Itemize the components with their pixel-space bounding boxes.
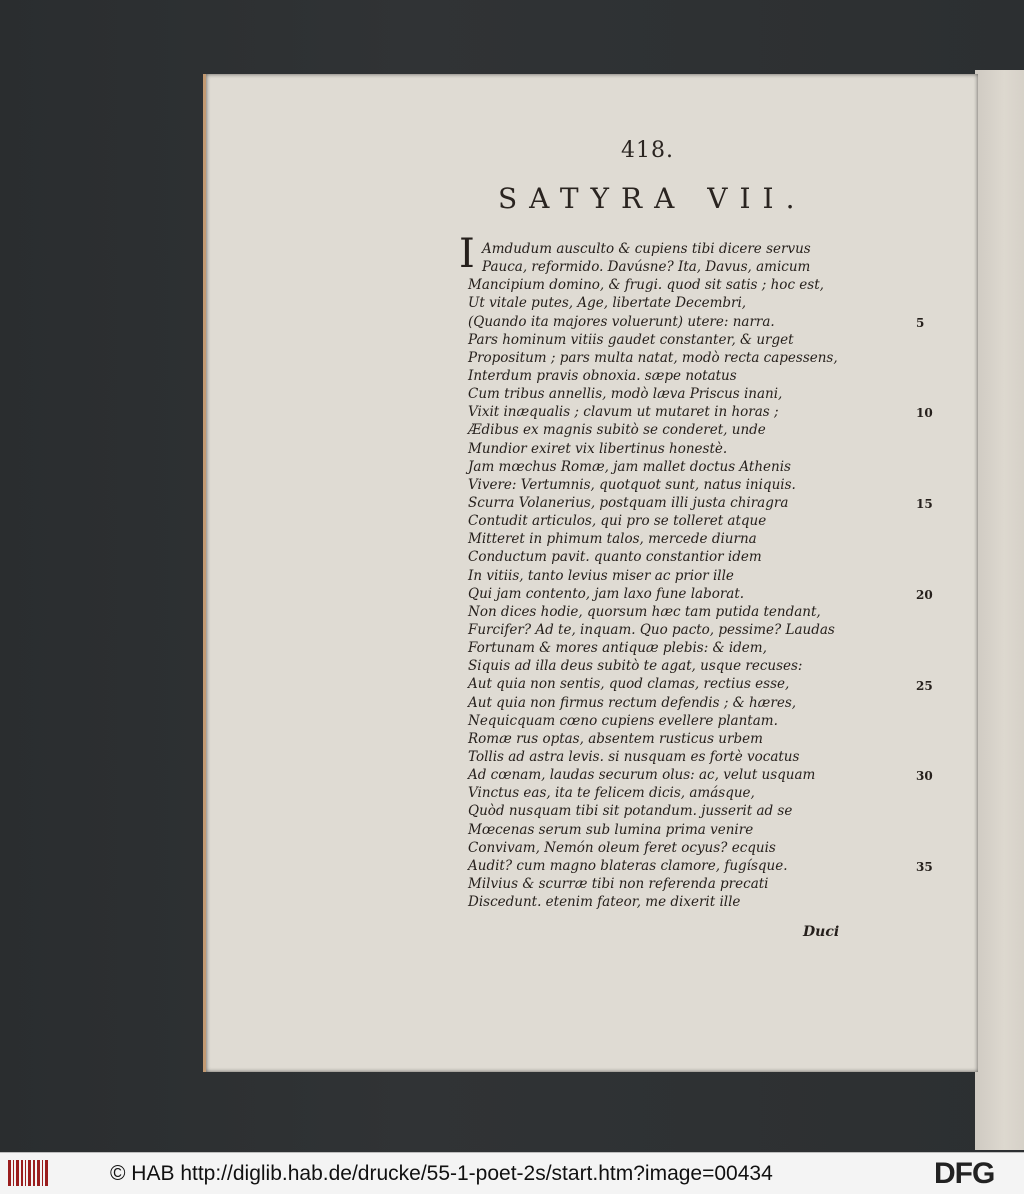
verse-line: Aut quia non sentis, quod clamas, rectius esse, <box>468 676 790 693</box>
verse-line: Ut vitale putes, Age, libertate Decembri, <box>468 295 747 312</box>
verse-line: Vivere: Vertumnis, quotquot sunt, natus iniquis. <box>468 476 796 493</box>
barcode-icon <box>8 1160 48 1186</box>
verse-line: Nequicquam cœno cupiens evellere plantam. <box>468 712 778 729</box>
verse-line: Pauca, reformido. Davúsne? Ita, Davus, amicum <box>482 259 811 276</box>
verse-line: Aut quia non firmus rectum defendis ; & hæres, <box>468 694 797 711</box>
verse-line: Mundior exiret vix libertinus honestè. <box>468 440 728 457</box>
verse-line: Cum tribus annellis, modò læva Priscus inani, <box>468 386 783 403</box>
verse-line: In vitiis, tanto levius miser ac prior ille <box>468 567 734 584</box>
verse-line: Ad cœnam, laudas securum olus: ac, velut usquam <box>468 767 816 784</box>
page-number: 418. <box>621 138 674 163</box>
verse-line: Contudit articulos, qui pro se tolleret atque <box>468 513 767 530</box>
verse-line: Convivam, Nemón oleum feret ocyus? ecquis <box>468 839 776 856</box>
verse-line: Pars hominum vitiis gaudet constanter, & urget <box>468 331 794 348</box>
verse-line: Mœcenas serum sub lumina prima venire <box>468 821 754 838</box>
margin-line-number: 30 <box>916 769 933 784</box>
verse-line: Conductum pavit. quanto constantior idem <box>468 549 762 566</box>
verse-line: Milvius & scurræ tibi non referenda precati <box>468 875 769 892</box>
verse-line: Furcifer? Ad te, inquam. Quo pacto, pessime? Laudas <box>468 621 835 638</box>
verse-line: Audit? cum magno blateras clamore, fugísque. <box>468 857 788 874</box>
margin-line-number: 20 <box>916 587 933 602</box>
drop-cap: I <box>459 231 475 277</box>
verse-line: Vinctus eas, ita te felicem dicis, amásque, <box>468 785 755 802</box>
verse-line: Fortunam & mores antiquæ plebis: & idem, <box>468 640 767 657</box>
verse-line: Ædibus ex magnis subitò se conderet, unde <box>468 422 766 439</box>
copyright-url[interactable]: © HAB http://diglib.hab.de/drucke/55-1-poet-2s/start.htm?image=00434 <box>110 1162 773 1185</box>
verse-line: Interdum pravis obnoxia. sæpe notatus <box>468 367 737 384</box>
footer-bar <box>0 1152 1024 1194</box>
verse-line: Propositum ; pars multa natat, modò recta capessens, <box>468 349 838 366</box>
book-page <box>203 74 978 1072</box>
verse-line: Romæ rus optas, absentem rusticus urbem <box>468 730 763 747</box>
verse-block <box>468 240 888 911</box>
margin-line-number: 10 <box>916 406 933 421</box>
verse-line: Vixit inæqualis ; clavum ut mutaret in horas ; <box>468 404 779 421</box>
dfg-logo: DFG <box>934 1157 995 1190</box>
margin-line-number: 5 <box>916 315 925 330</box>
verse-line: Amdudum ausculto & cupiens tibi dicere servus <box>482 241 811 257</box>
margin-line-number: 35 <box>916 860 933 875</box>
verse-line: Qui jam contento, jam laxo fune laborat. <box>468 585 745 602</box>
adjacent-page-edge <box>975 70 1024 1150</box>
verse-line: Jam mœchus Romæ, jam mallet doctus Athenis <box>468 458 791 475</box>
verse-line: Non dices hodie, quorsum hæc tam putida tendant, <box>468 603 821 620</box>
margin-line-number: 15 <box>916 497 933 512</box>
verse-line: Quòd nusquam tibi sit potandum. jusserit ad se <box>468 803 793 820</box>
verse-line: (Quando ita majores voluerunt) utere: narra. <box>468 313 775 330</box>
verse-line: Siquis ad illa deus subitò te agat, usque recuses: <box>468 658 803 675</box>
verse-line: Mancipium domino, & frugi. quod sit satis ; hoc est, <box>468 277 824 294</box>
satire-title: SATYRA VII. <box>498 182 807 215</box>
verse-line: Discedunt. etenim fateor, me dixerit ille <box>468 894 741 911</box>
margin-line-number: 25 <box>916 678 933 693</box>
verse-line: Mitteret in phimum talos, mercede diurna <box>468 531 757 548</box>
verse-line: Scurra Volanerius, postquam illi justa chiragra <box>468 494 789 511</box>
catchword: Duci <box>803 924 840 940</box>
verse-line: Tollis ad astra levis. si nusquam es fortè vocatus <box>468 748 800 765</box>
